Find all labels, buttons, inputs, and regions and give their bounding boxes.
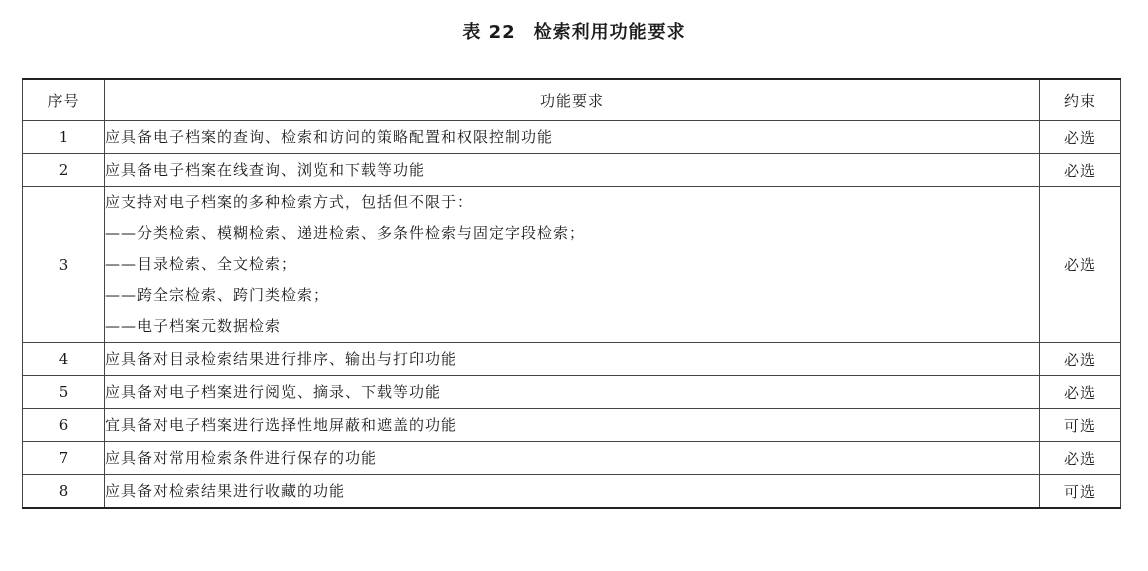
table-row <box>23 343 1121 376</box>
row-requirement <box>105 343 1040 376</box>
row-number: 6 <box>23 409 105 442</box>
requirement-line: 应支持对电子档案的多种检索方式，包括但不限于： <box>105 193 474 211</box>
row-requirement <box>105 154 1040 187</box>
table-title <box>0 19 1148 47</box>
requirement-sub-item: ——目录检索、全文检索； <box>105 255 298 273</box>
row-number: 7 <box>23 442 105 475</box>
header-function-requirement: 功能要求 <box>105 79 1040 121</box>
table-row <box>23 154 1121 187</box>
table-row <box>23 442 1121 475</box>
row-requirement <box>105 187 1040 343</box>
header-serial-number: 序号 <box>23 79 105 121</box>
row-number: 4 <box>23 343 105 376</box>
table-row <box>23 187 1121 343</box>
requirement-line: 应具备电子档案的查询、检索和访问的策略配置和权限控制功能 <box>105 127 554 146</box>
row-constraint: 可选 <box>1040 475 1121 509</box>
row-constraint: 必选 <box>1040 121 1121 154</box>
requirements-table <box>22 78 1121 509</box>
table-row <box>23 409 1121 442</box>
requirement-line: 宜具备对电子档案进行选择性地屏蔽和遮盖的功能 <box>105 415 458 434</box>
row-constraint: 必选 <box>1040 376 1121 409</box>
row-requirement <box>105 121 1040 154</box>
row-number: 8 <box>23 475 105 509</box>
row-requirement <box>105 376 1040 409</box>
table-row <box>23 121 1121 154</box>
requirement-sub-item: ——分类检索、模糊检索、递进检索、多条件检索与固定字段检索； <box>105 224 586 242</box>
header-constraint: 约束 <box>1040 79 1121 121</box>
requirement-line: 应具备对目录检索结果进行排序、输出与打印功能 <box>105 349 458 368</box>
table-name: 检索利用功能要求 <box>533 22 686 43</box>
row-constraint: 必选 <box>1040 154 1121 187</box>
requirement-line: 应具备对常用检索条件进行保存的功能 <box>105 448 378 467</box>
table-row <box>23 376 1121 409</box>
requirement-line: 应具备电子档案在线查询、浏览和下载等功能 <box>105 160 426 179</box>
row-requirement <box>105 442 1040 475</box>
row-constraint: 可选 <box>1040 409 1121 442</box>
row-number: 5 <box>23 376 105 409</box>
row-constraint: 必选 <box>1040 187 1121 343</box>
row-number: 1 <box>23 121 105 154</box>
row-requirement <box>105 409 1040 442</box>
requirement-line: 应具备对电子档案进行阅览、摘录、下载等功能 <box>105 382 442 401</box>
requirement-sub-item: ——跨全宗检索、跨门类检索； <box>105 286 330 304</box>
row-number: 2 <box>23 154 105 187</box>
requirement-line: 应具备对检索结果进行收藏的功能 <box>105 481 346 500</box>
row-requirement <box>105 475 1040 509</box>
row-constraint: 必选 <box>1040 442 1121 475</box>
row-number: 3 <box>23 187 105 343</box>
requirement-sub-item: ——电子档案元数据检索 <box>105 317 282 335</box>
table-row <box>23 475 1121 509</box>
table-number: 表 22 <box>462 22 516 43</box>
header-row <box>23 79 1121 121</box>
row-constraint: 必选 <box>1040 343 1121 376</box>
